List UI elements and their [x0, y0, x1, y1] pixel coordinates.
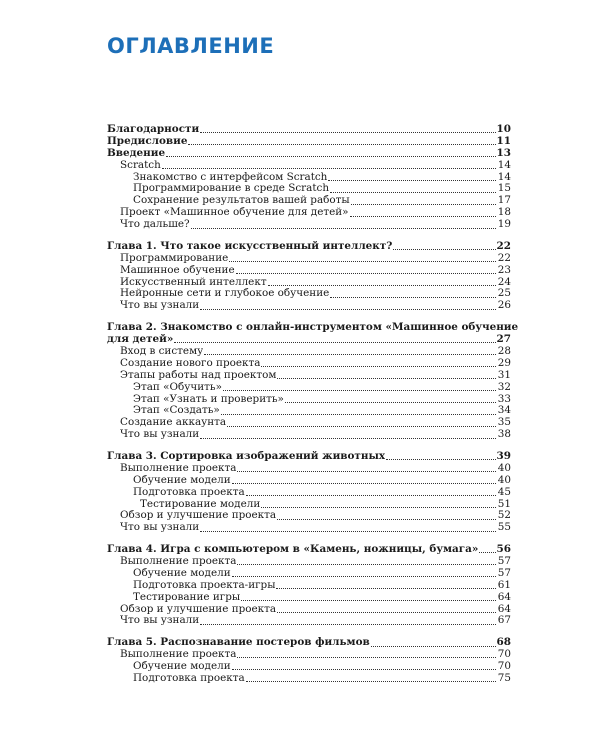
chapter-heading[interactable]: Глава 5. Распознавание постеров фильмов 68 — [107, 636, 511, 649]
toc-entry[interactable]: Благодарности 10 — [107, 123, 511, 135]
chapter-5 — [107, 637, 511, 685]
toc-entry[interactable]: Этап «Создать» 34 — [133, 404, 511, 417]
toc-entry[interactable]: Обучение модели 40 — [133, 473, 511, 486]
toc-entry[interactable]: Этап «Узнать и проверить» 33 — [133, 392, 511, 405]
toc-entry[interactable]: Создание нового проекта 29 — [120, 356, 511, 369]
chapter-heading[interactable]: Глава 1. Что такое искусственный интеллект? 22 — [107, 239, 511, 252]
toc-entry[interactable]: Обзор и улучшение проекта 64 — [120, 602, 511, 615]
chapter-4 — [107, 544, 511, 627]
toc-entry[interactable]: Тестирование игры 64 — [133, 590, 511, 603]
toc-entry[interactable]: Вход в систему 28 — [120, 344, 511, 357]
toc-entry[interactable]: Сохранение результатов вашей работы 17 — [133, 194, 511, 207]
toc-entry[interactable]: Предисловие 11 — [107, 134, 511, 147]
toc-entry[interactable]: Искусственный интеллект 24 — [120, 275, 511, 288]
toc-entry[interactable]: Что вы узнали 26 — [120, 299, 511, 312]
chapter-heading[interactable]: Глава 3. Сортировка изображений животных 39 — [107, 449, 511, 462]
toc-entry[interactable]: Введение 13 — [107, 146, 511, 159]
toc-entry[interactable]: Создание аккаунта 35 — [120, 416, 511, 429]
front-matter — [107, 124, 511, 231]
toc-entry[interactable]: Тестирование модели 51 — [140, 497, 511, 510]
toc-entry[interactable]: Что вы узнали 67 — [120, 614, 511, 627]
chapter-1 — [107, 241, 511, 312]
toc-entry[interactable]: Выполнение проекта 70 — [120, 648, 511, 661]
toc-entry[interactable]: Что вы узнали 55 — [120, 521, 511, 534]
toc-entry[interactable]: Этап «Обучить» 32 — [133, 380, 511, 393]
chapter-heading[interactable]: Глава 2. Знакомство с онлайн-инструментом «Машинное обучение для детей» 27 — [107, 321, 519, 346]
toc-entry[interactable]: Знакомство с интерфейсом Scratch 14 — [133, 170, 511, 183]
toc-entry[interactable]: Обучение модели 57 — [133, 566, 511, 579]
toc-entry[interactable]: Проект «Машинное обучение для детей» 18 — [120, 206, 511, 219]
toc-entry[interactable]: Обзор и улучшение проекта 52 — [120, 509, 511, 522]
toc-entry[interactable]: Подготовка проекта 45 — [133, 485, 511, 498]
toc-entry[interactable]: Выполнение проекта 40 — [120, 461, 511, 474]
chapter-3 — [107, 451, 511, 534]
toc-entry[interactable]: Машинное обучение 23 — [120, 263, 511, 276]
toc-entry[interactable]: Что дальше? 19 — [120, 218, 511, 231]
chapter-2 — [107, 321, 519, 441]
toc-entry[interactable]: Подготовка проекта-игры 61 — [133, 578, 511, 591]
table-of-contents — [107, 123, 519, 685]
toc-entry[interactable]: Программирование 22 — [120, 251, 511, 264]
toc-entry[interactable]: Нейронные сети и глубокое обучение 25 — [120, 287, 511, 300]
toc-entry[interactable]: Выполнение проекта 57 — [120, 554, 511, 567]
toc-entry[interactable]: Подготовка проекта 75 — [133, 671, 511, 684]
chapter-heading[interactable]: Глава 4. Игра с компьютером в «Камень, ножницы, бумага» 56 — [107, 543, 511, 556]
page-title: ОГЛАВЛЕНИЕ — [107, 34, 275, 58]
toc-entry[interactable]: Scratch 14 — [120, 158, 511, 171]
toc-entry[interactable]: Этапы работы над проектом 31 — [120, 368, 511, 381]
toc-entry[interactable]: Программирование в среде Scratch 15 — [133, 182, 511, 195]
toc-entry[interactable]: Обучение модели 70 — [133, 659, 511, 672]
toc-entry[interactable]: Что вы узнали 38 — [120, 428, 511, 441]
